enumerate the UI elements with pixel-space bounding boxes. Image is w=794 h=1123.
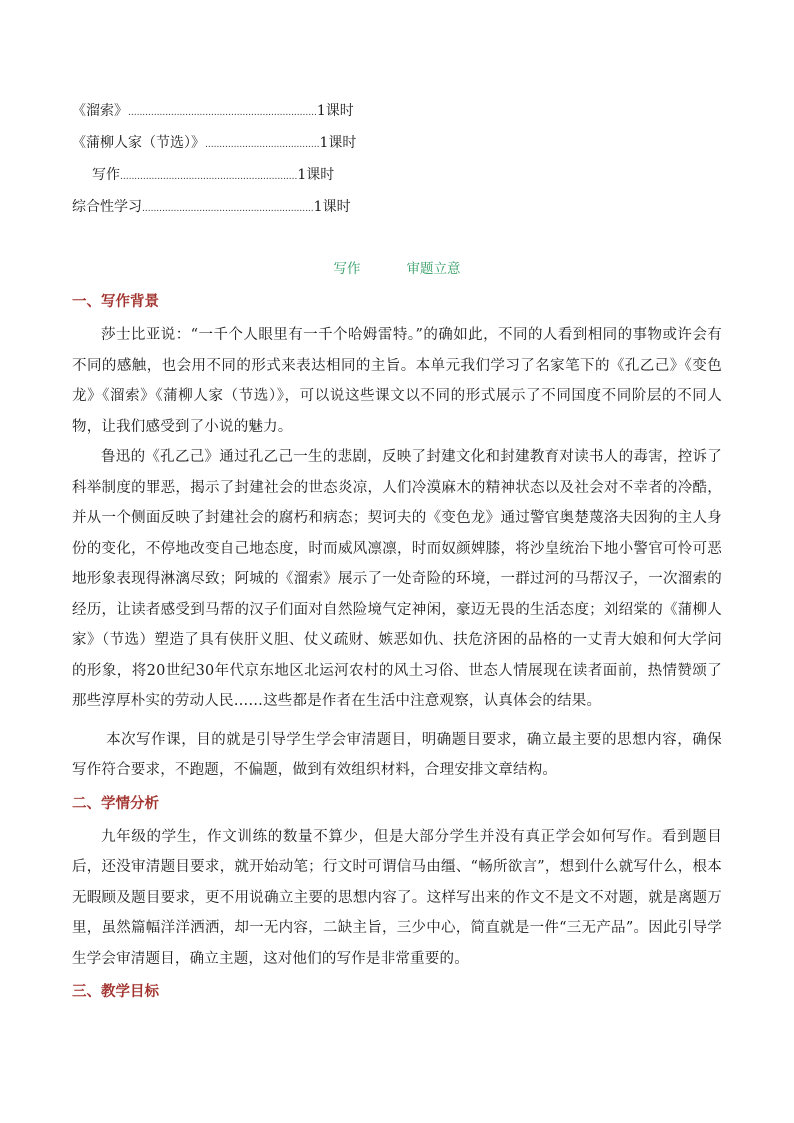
toc-hours: 1课时 [319, 135, 357, 151]
toc-row-comprehensive [72, 196, 392, 228]
paragraph-student-analysis: 九年级的学生，作文训练的数量不算少，但是大部分学生并没有真正学会如何写作。看到题目后，还没审清题目要求，就开始动笔；行文时可谓信马由缰、“畅所欲言”，想到什么就写什么，根本无暇顾及题目要求，更不用说确立主要的思想内容了。这样写出来的作文不是文不对题，就是离题万里，虽然篇幅洋洋洒洒，却一无内容，二缺主旨，三少中心，简直就是一件“三无产品”。因此引导学生学会审清题目，确立主题，这对他们的写作是非常重要的。 [72, 828, 722, 967]
section-title [0, 258, 794, 280]
toc-hours: 1课时 [316, 103, 354, 119]
heading-writing-background: 一、写作背景 [72, 293, 159, 310]
toc-row-writing [72, 164, 392, 196]
toc-row-liusuo [72, 100, 392, 132]
table-of-contents [72, 100, 392, 228]
toc-leader-dots: .............................................................. [120, 172, 298, 182]
toc-title: 综合性学习 [72, 199, 142, 215]
toc-row-puliu [72, 132, 392, 164]
heading-teaching-goals: 三、教学目标 [72, 983, 159, 1000]
paragraph-background-3: 本次写作课，目的就是引导学生学会审清题目，明确题目要求，确立最主要的思想内容，确保写作符合要求，不跑题，不偏题，做到有效组织材料，合理安排文章结构。 [72, 731, 722, 778]
paragraph-background-2: 鲁迅的《孔乙己》通过孔乙己一生的悲剧，反映了封建文化和封建教育对读书人的毒害，控诉了科举制度的罪恶，揭示了封建社会的世态炎凉，人们冷漠麻木的精神状态以及社会对不幸者的冷酷，并从一个侧面反映了封建社会的腐朽和病态；契诃夫的《变色龙》通过警官奥楚蔑洛夫因狗的主人身份的变化，不停地改变自己地态度，时而威风凛凛，时而奴颜婢膝，将沙皇统治下地小警官可怜可恶地形象表现得淋漓尽致；阿城的《溜索》展示了一处奇险的环境，一群过河的马帮汉子，一次溜索的经历，让读者感受到马帮的汉子们面对自然险境气定神闲，豪迈无畏的生活态度；刘绍棠的《蒲柳人家》（节选）塑造了具有侠肝义胆、仗义疏财、嫉恶如仇、扶危济困的品格的一丈青大娘和何大学问的形象，将20世纪30年代京东地区北运河农村的风土习俗、世态人情展现在读者面前，热情赞颂了那些淳厚朴实的劳动人民……这些都是作者在生活中注意观察，认真体会的结果。 [72, 449, 722, 709]
toc-title: 《溜索》 [72, 103, 128, 119]
toc-hours: 1课时 [313, 199, 351, 215]
section-title-part2: 审题立意 [406, 261, 461, 277]
document-body [72, 288, 722, 1006]
toc-leader-dots: ........................................ [205, 140, 320, 150]
toc-title: 写作 [92, 167, 120, 183]
heading-student-analysis: 二、学情分析 [72, 794, 159, 812]
toc-hours: 1课时 [297, 167, 335, 183]
toc-leader-dots: .................................................................. [128, 108, 317, 118]
section-title-part1: 写作 [333, 261, 361, 277]
toc-title: 《蒲柳人家（节选）》 [72, 135, 205, 151]
toc-leader-dots: ............................................................ [142, 204, 314, 214]
paragraph-background-1: 莎士比亚说：“一千个人眼里有一千个哈姆雷特。”的确如此，不同的人看到相同的事物或许会有不同的感触，也会用不同的形式来表达相同的主旨。本单元我们学习了名家笔下的《孔乙己》《变色龙》《溜索》《蒲柳人家（节选）》，可以说这些课文以不同的形式展示了不同国度不同阶层的不同人物，让我们感受到了小说的魅力。 [72, 327, 722, 435]
